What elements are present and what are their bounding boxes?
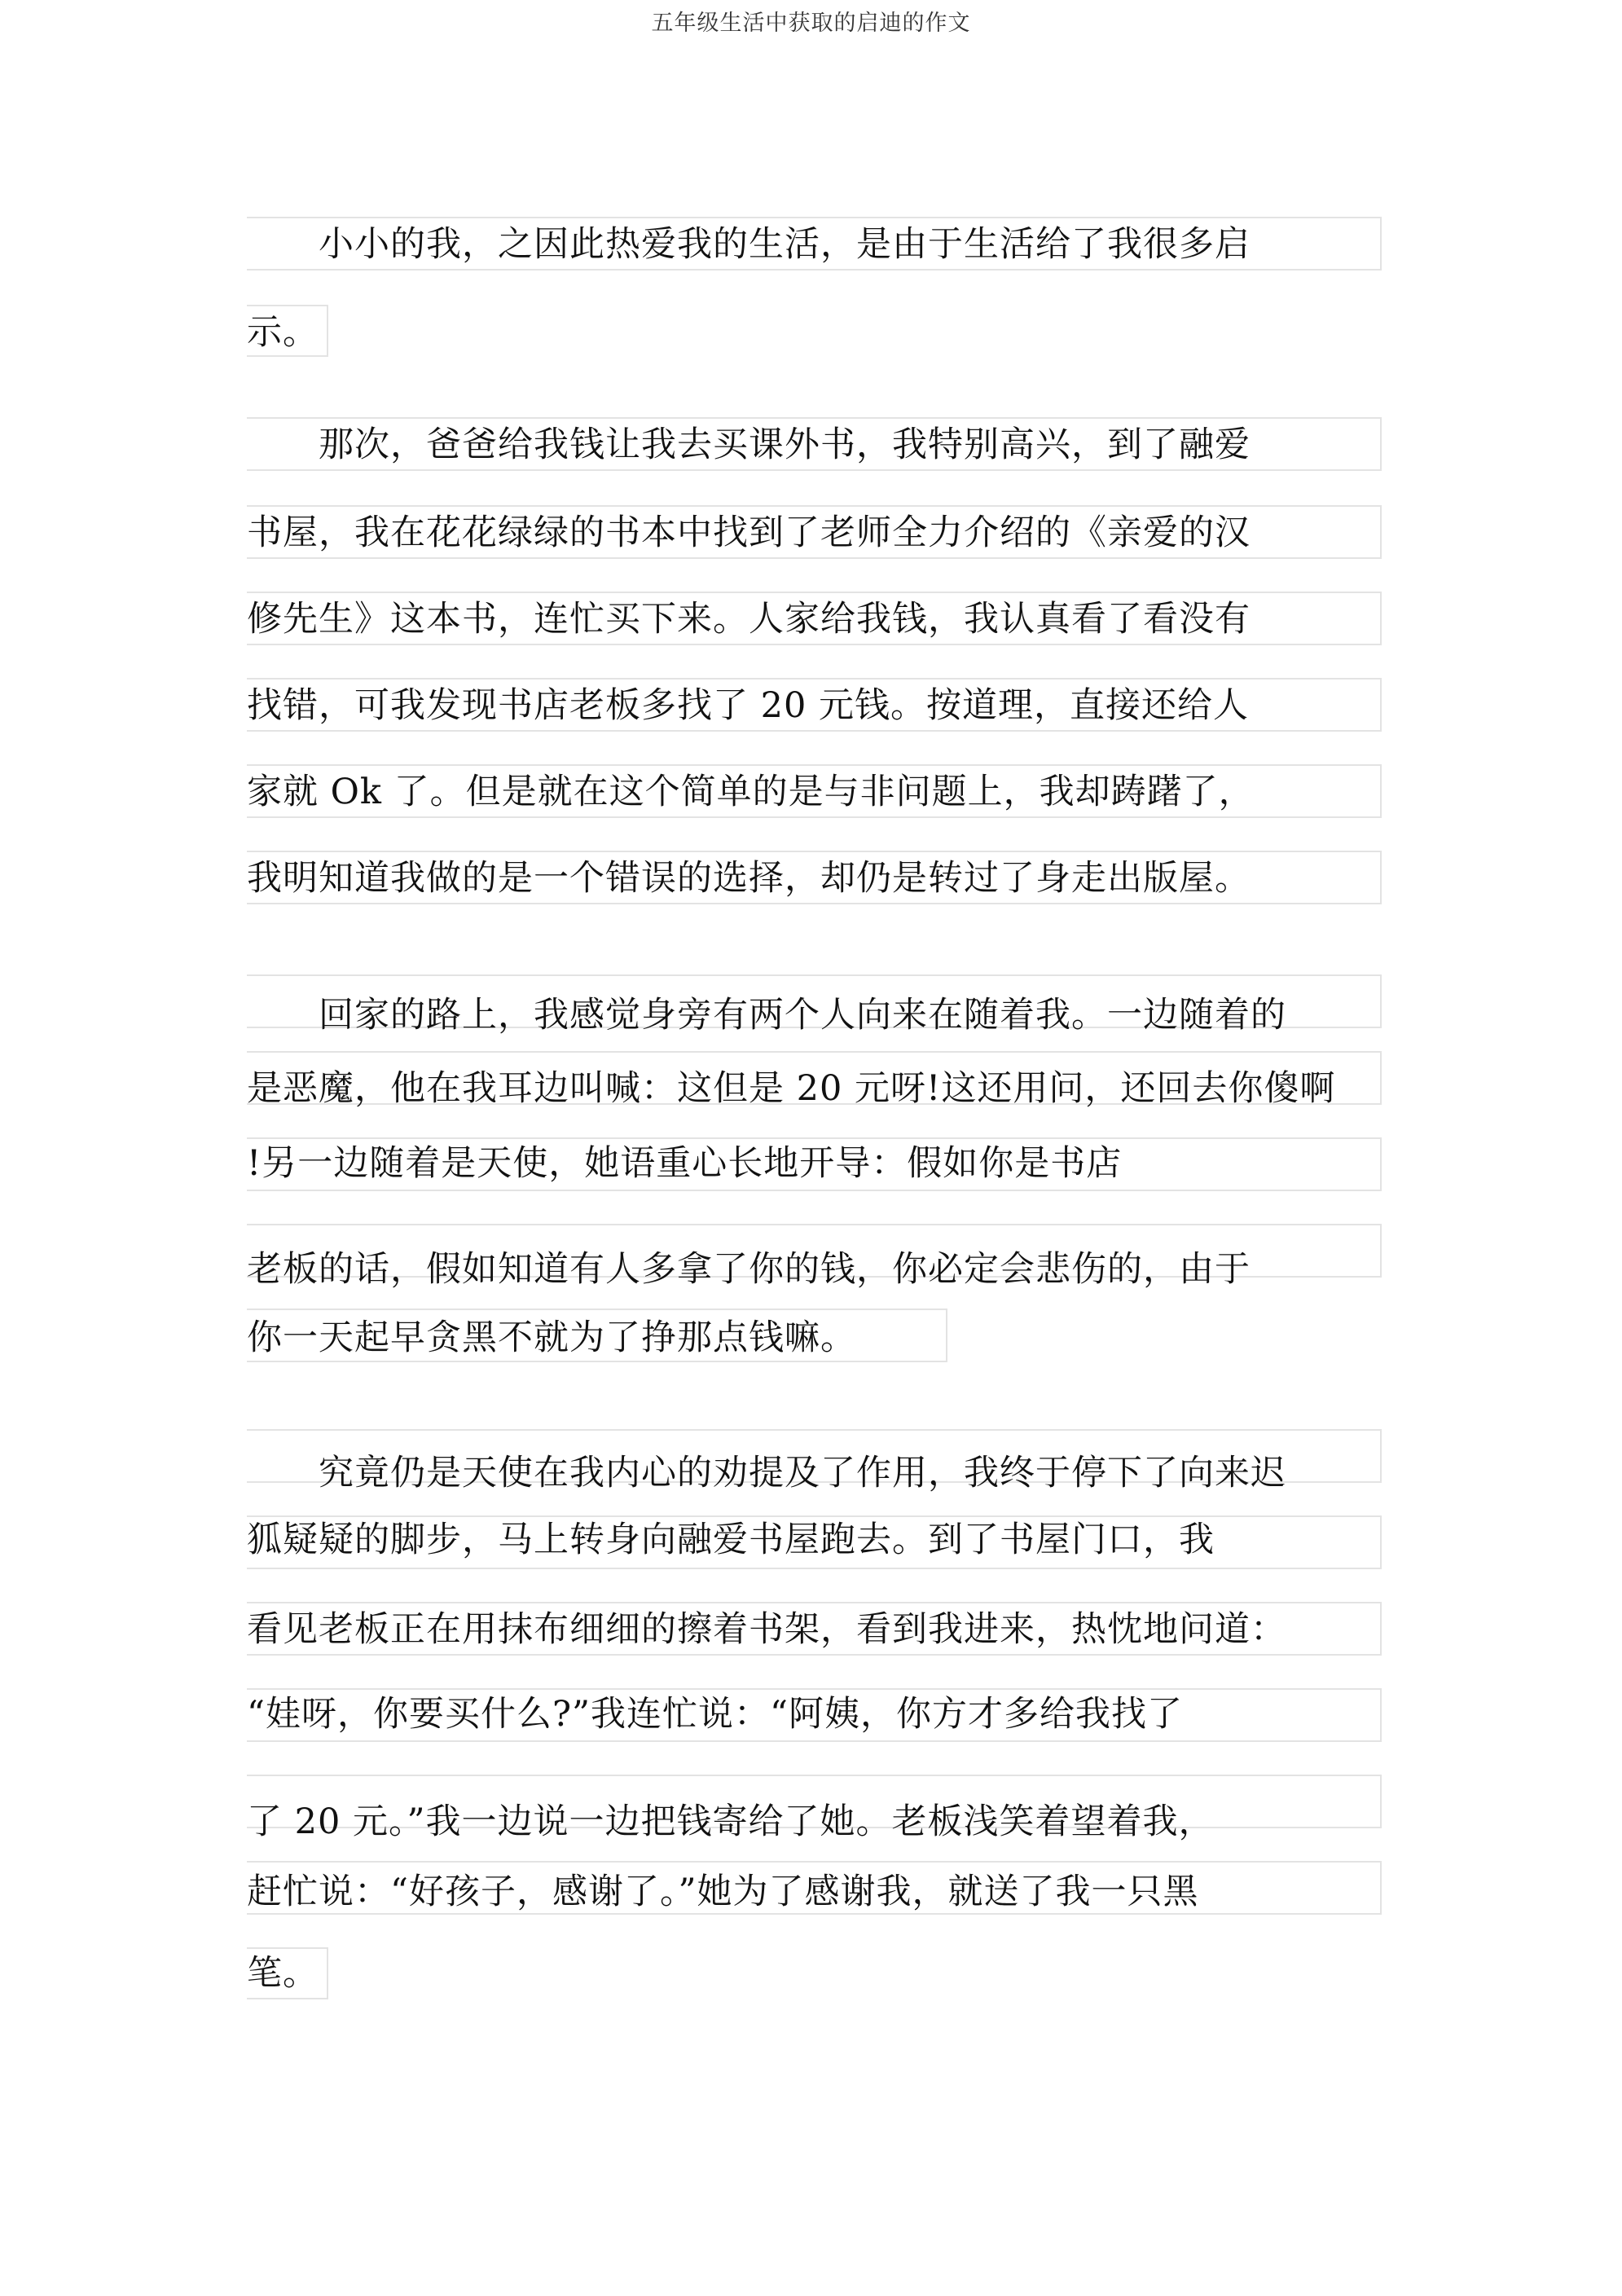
essay-line: 究竟仍是天使在我内心的劝提及了作用，我终于停下了向来迟 [247, 1453, 1286, 1493]
essay-line: 找错，可我发现书店老板多找了 20 元钱。按道理，直接还给人 [247, 685, 1250, 726]
essay-line: 是恶魔，他在我耳边叫喊：这但是 20 元呀!这还用问，还回去你傻啊 [247, 1068, 1336, 1109]
essay-line: “娃呀，你要买什么?”我连忙说：“阿姨，你方才多给我找了 [247, 1694, 1184, 1735]
essay-line: 家就 Ok 了。但是就在这个简单的是与非问题上，我却踌躇了， [247, 772, 1255, 812]
essay-line: 我明知道我做的是一个错误的选择，却仍是转过了身走出版屋。 [247, 858, 1251, 899]
essay-line: 修先生》这本书，连忙买下来。人家给我钱，我认真看了看没有 [247, 599, 1251, 640]
essay-line: 笔。 [247, 1953, 319, 1994]
essay-line: !另一边随着是天使，她语重心长地开导：假如你是书店 [247, 1143, 1123, 1184]
essay-line: 那次，爸爸给我钱让我去买课外书，我特别高兴，到了融爱 [247, 424, 1251, 465]
essay-line: 老板的话，假如知道有人多拿了你的钱，你必定会悲伤的，由于 [247, 1249, 1251, 1290]
essay-line: 示。 [247, 312, 319, 353]
essay-line: 回家的路上，我感觉身旁有两个人向来在随着我。一边随着的 [247, 995, 1286, 1036]
essay-line: 了 20 元。”我一边说一边把钱寄给了她。老板浅笑着望着我， [247, 1801, 1215, 1842]
essay-line: 书屋，我在花花绿绿的书本中找到了老师全力介绍的《亲爱的汉 [247, 512, 1251, 553]
essay-line: 你一天起早贪黑不就为了挣那点钱嘛。 [247, 1317, 856, 1358]
page-header-title: 五年级生活中获取的启迪的作文 [651, 11, 971, 36]
essay-line: 看见老板正在用抹布细细的擦着书架，看到我进来，热忱地问道： [247, 1609, 1286, 1650]
essay-line: 小小的我，之因此热爱我的生活，是由于生活给了我很多启 [247, 224, 1251, 265]
essay-line: 狐疑疑的脚步，马上转身向融爱书屋跑去。到了书屋门口，我 [247, 1520, 1215, 1560]
essay-line: 赶忙说：“好孩子，感谢了。”她为了感谢我，就送了我一只黑 [247, 1872, 1199, 1912]
